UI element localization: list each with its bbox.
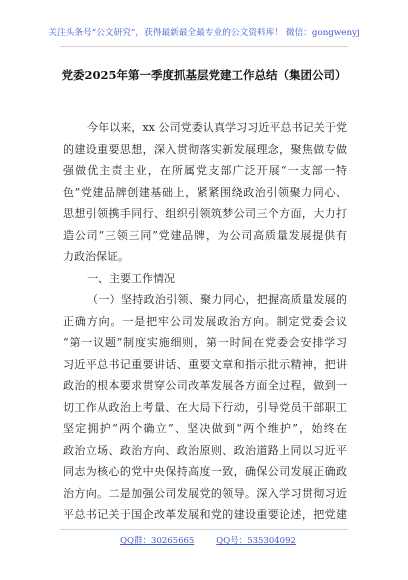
text-line: 坚定拥护“两个确立”、坚决做到“两个维护”，始终在 xyxy=(63,422,347,435)
qq-group-link[interactable]: QQ群：30265665 xyxy=(120,536,195,546)
page-footer xyxy=(8,535,408,547)
text-line: “第一议题”制度实施细则，第一时间在党委会安排学习 xyxy=(63,336,347,349)
text-line: 切工作从政治上考量、在大局下行动，引导党员干部职工 xyxy=(63,400,347,414)
text-line: 同志为核心的党中央保持高度一致，确保公司发展正确政 xyxy=(63,465,347,478)
text-line: 今年以来，xx 公司党委认真学习习近平总书记关于党 xyxy=(87,121,347,134)
text-line: 思想引领携手同行、组织引领筑梦公司三个方面，大力打 xyxy=(63,207,347,220)
text-line: 色”党建品牌创建基础上，紧紧围绕政治引领聚力同心、 xyxy=(63,185,347,199)
footer-divider xyxy=(60,529,348,530)
text-line: 的建设重要思想，深入贯彻落实新发展理念，聚焦做专做 xyxy=(63,142,347,156)
qq-number-link[interactable]: QQ号：535304092 xyxy=(216,536,296,546)
header-divider xyxy=(60,46,348,47)
text-line: 强做优主责主业，在所属党支部广泛开展“一支部一特 xyxy=(63,164,347,177)
text-line: 力政治保证。 xyxy=(63,250,129,263)
intro-paragraph xyxy=(63,117,347,268)
text-line: 治方向。二是加强公司发展党的领导。深入学习贯彻习近 xyxy=(63,486,347,500)
text-line: 造公司“三领三同”党建品牌，为公司高质量发展提供有 xyxy=(63,228,347,242)
text-line: 政治立场、政治方向、政治原则、政治道路上同以习近平 xyxy=(63,443,347,457)
text-line: 政治的根本要求贯穿公司改革发展各方面全过程，做到一 xyxy=(63,379,347,392)
text-line: 习近平总书记重要讲话、重要文章和指示批示精神，把讲 xyxy=(63,357,347,371)
section-heading: 一、主要工作情况 xyxy=(87,271,175,285)
text-line: （一）坚持政治引领、聚力同心，把握高质量发展的 xyxy=(87,293,347,306)
document-body xyxy=(63,117,347,526)
subsection-paragraph xyxy=(63,289,347,526)
page-header-text: 关注头条号“公文研究”，获得最新最全最专业的公文资料库！ 微信：gongwenyj xyxy=(48,28,360,38)
text-line: 平总书记关于国企改革发展和党的建设重要论述，把党建 xyxy=(63,508,347,521)
text-line: 正确方向。一是把牢公司发展政治方向。制定党委会议 xyxy=(63,314,347,328)
document-title: 党委2025年第一季度抓基层党建工作总结（集团公司） xyxy=(61,68,347,82)
